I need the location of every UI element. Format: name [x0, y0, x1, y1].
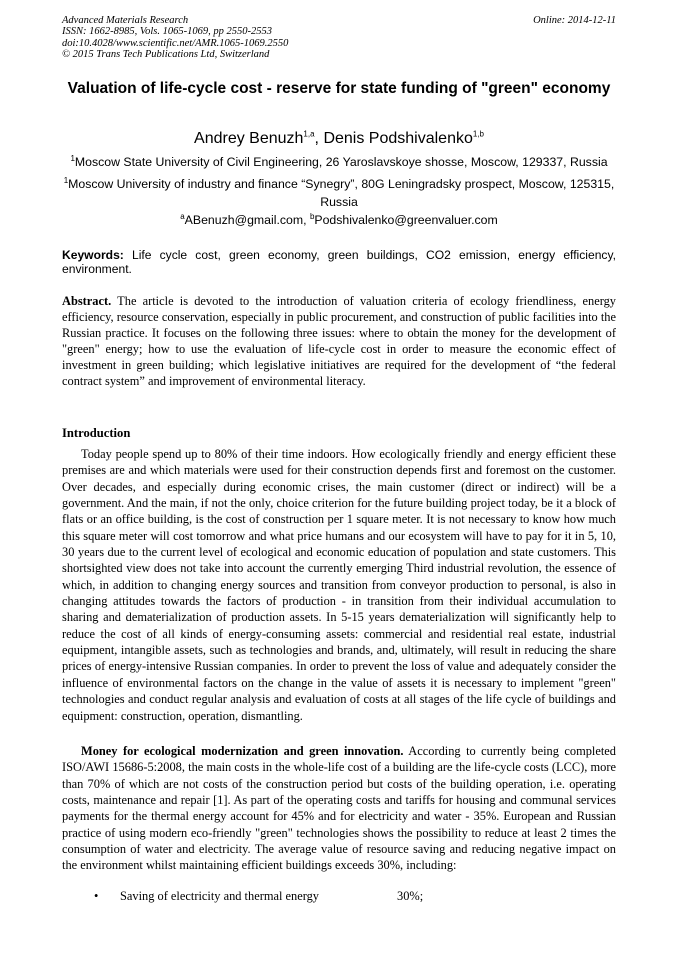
- body-paragraph: Today people spend up to 80% of their time indoors. How ecologically friendly and energy efficient these premises are and which materials were used for their construction depends first and foremost on the customer. Over decades, and especially during economic crises, the main customer (direct or indirect) will be a government. And the main, if not the only, choice criterion for the future building project today, be it a block of flats or an office building, is the cost of construction per 1 square meter. It is not necessary to know how much this square meter will cost tomorrow and what price humans and our ecosystem will have to pay for it in 5, 10, 30 years due to the current level of ecological and economic education of population and state customers. This shortsighted view does not take into account the currently emerging Third industrial revolution, the essence of which, in addition to changing energy sources and transition from conveyor production to personal, is also in changing attitudes towards the factors of production - in transition from their individual accumulation to sharing and dematerialization of production assets. In 5-15 years dematerialization will significantly help to reduce the cost of all kinds of energy-consuming assets: commercial and residential real estate, industrial equipment, intangible assets, such as technologies and brands, and, ultimately, will result in reducing the share prices of energy-intensive Russian companies. In order to prevent the loss of value and adequately consider the influence of environmental factors on the change in the value of assets it is necessary to implement "green" technologies and conduct regular analysis and evaluation of costs at all stages of the life cycle of buildings and equipment: construction, operation, dismantling.: [62, 447, 616, 723]
- list-item-text: Saving of electricity and thermal energy: [120, 889, 319, 903]
- author-superscript: 1,a: [303, 129, 315, 139]
- affiliation-text: Moscow State University of Civil Engineering, 26 Yaroslavskoye shosse, Moscow, 129337, Russia: [74, 155, 608, 169]
- author-name: Denis Podshivalenko: [323, 130, 473, 147]
- affiliation-2: [62, 176, 616, 211]
- body-paragraph: [62, 743, 616, 874]
- abstract-text: The article is devoted to the introduction of valuation criteria of ecology friendliness, energy efficiency, resource conservation, especially in public procurement, and construction of public facilities into the Russian practice. It focuses on the following three issues: where to obtain the money for the development of "green" energy; how to use the evaluation of life-cycle cost in order to measure the economic effect of investment in green building; which legislative initiatives are required for the development of “the federal contract system” and improvement of environmental literacy.: [62, 294, 616, 388]
- affiliation-superscript: 1: [70, 153, 75, 163]
- paper-title: Valuation of life-cycle cost - reserve for state funding of "green" economy: [67, 80, 611, 97]
- email-address: Podshivalenko@greenvaluer.com: [314, 213, 498, 227]
- keywords-label: Keywords:: [62, 248, 124, 262]
- affiliation-superscript: 1: [63, 175, 69, 185]
- email-superscript: a: [180, 211, 185, 221]
- email-line: [62, 212, 616, 230]
- keywords-block: [62, 248, 616, 276]
- affiliation-1: [62, 154, 616, 172]
- section-heading: Introduction: [62, 426, 131, 440]
- journal-header: [62, 15, 616, 61]
- doi-line: doi:10.4028/www.scientific.net/AMR.1065-1069.2550: [62, 37, 289, 49]
- email-address: ABenuzh@gmail.com,: [184, 213, 310, 227]
- abstract-block: [62, 293, 616, 389]
- paragraph-text: According to currently being completed ISO/AWI 15686-5:2008, the main costs in the whole-life cost of a building are the life-cycle costs (LCC), more than 70% of which are not costs of the construction period but costs of the building operation, i.e. operating costs, maintenance and repair [1]. As part of the operating costs and tariffs for housing and communal services payments for the thermal energy account for 45% and for electricity and water - 35%. European and Russian practice of using modern eco-friendly "green" technologies shows the possibility to reduce at least 2 times the consumption of water and electricity. The average value of resource saving and reducing negative impact on the environment whilst maintaining efficient buildings exceeds 30%, including:: [62, 744, 616, 873]
- journal-name: Advanced Materials Research: [62, 15, 189, 26]
- online-date: Online: 2014-12-11: [533, 15, 616, 26]
- bullet-icon: •: [94, 889, 99, 903]
- author-name: Andrey Benuzh: [194, 130, 304, 147]
- author-superscript: 1,b: [472, 129, 484, 139]
- author-separator: ,: [314, 130, 324, 147]
- author-line: [62, 129, 616, 149]
- list-item-value: 30%;: [397, 889, 424, 903]
- email-superscript: b: [309, 211, 315, 221]
- keywords-text: Life cycle cost, green economy, green buildings, CO2 emission, energy efficiency, environment.: [62, 248, 616, 276]
- paragraph-lead-heading: Money for ecological modernization and green innovation.: [81, 744, 404, 758]
- copyright-line: © 2015 Trans Tech Publications Ltd, Switzerland: [62, 49, 270, 61]
- affiliation-text: Moscow University of industry and finance “Synegry”, 80G Leningradsky prospect, Moscow, 125315, Russia: [68, 177, 615, 209]
- issn-line: ISSN: 1662-8985, Vols. 1065-1069, pp 2550-2553: [62, 26, 272, 38]
- abstract-label: Abstract.: [62, 294, 112, 308]
